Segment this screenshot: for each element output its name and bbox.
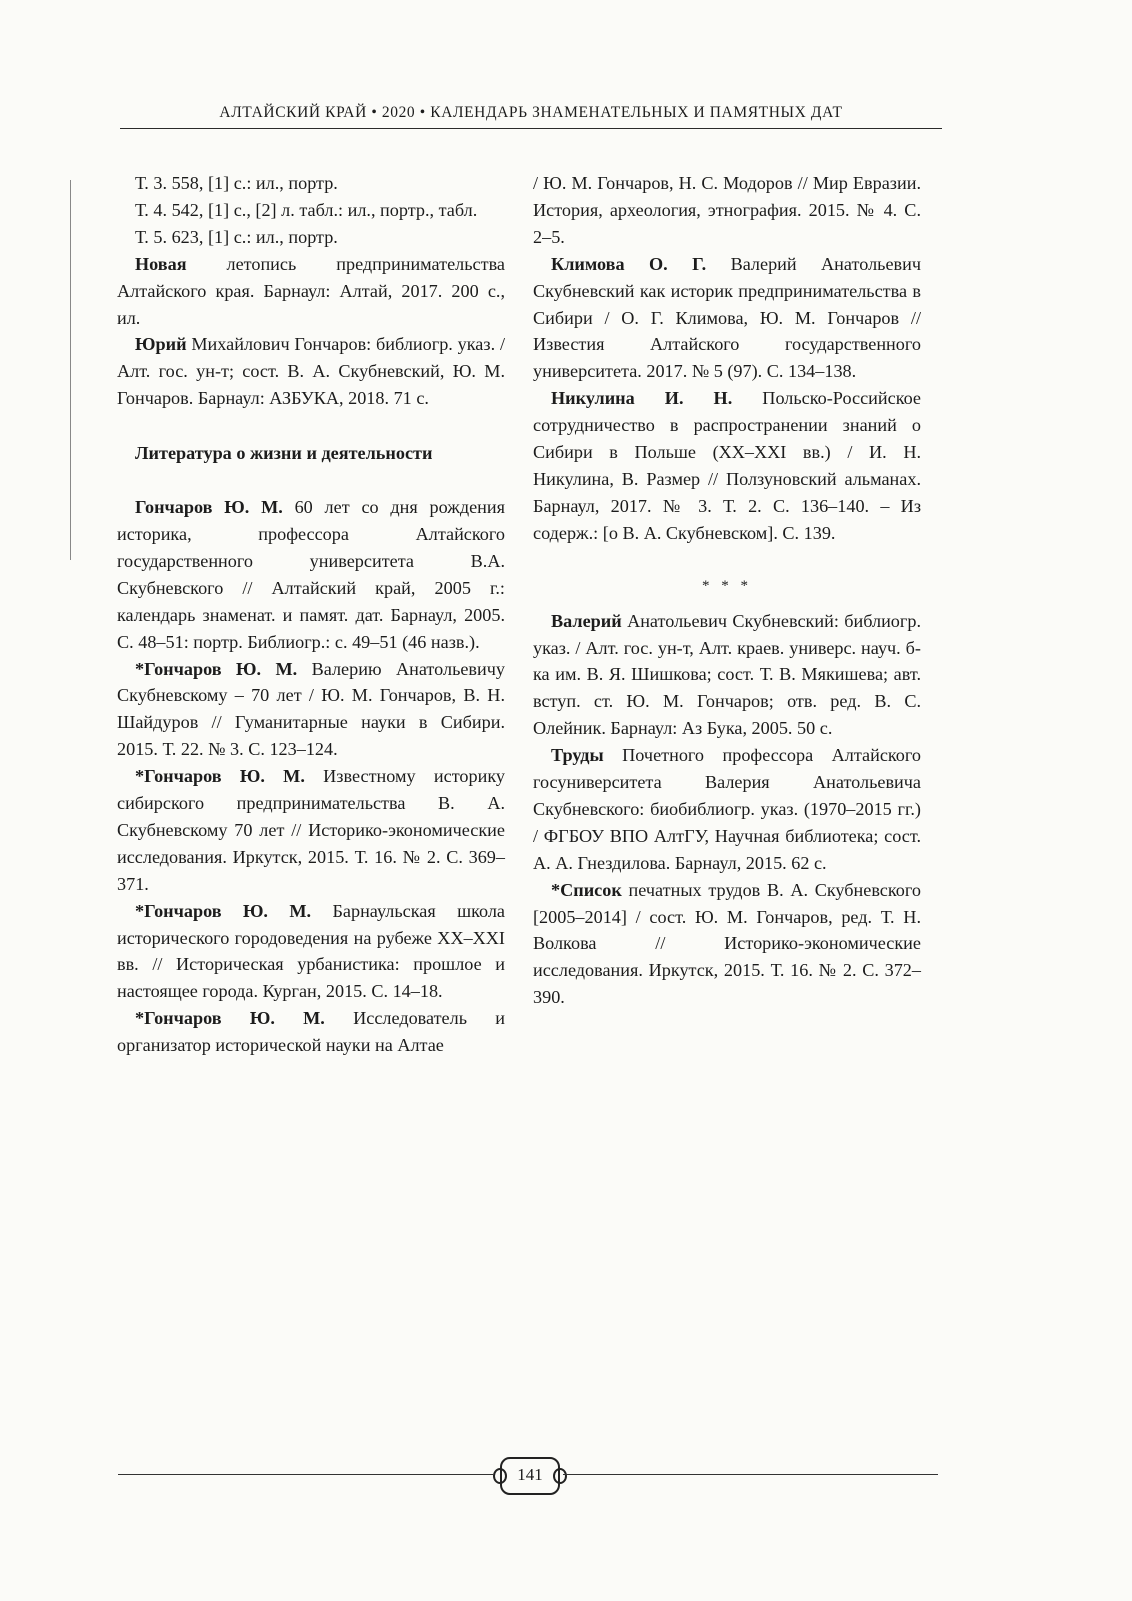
footer-rule-right [563,1474,938,1475]
entry-yuriy [117,331,505,412]
entry-lead: Юрий [135,334,187,355]
footer-rule-left [118,1474,493,1475]
entry-lead: *Гончаров Ю. М. [135,900,312,921]
entry-text: Почетного профессора Алтайского госуниверситета Валерия Анатольевича Скубневского: биобиблиогр. указ. (1970–2015 гг.) / ФГБОУ ВПО АлтГУ, Научная библиотека; сост. А. А. Гнездилова. Барнаул, 2015. 62 с. [533,745,921,873]
section-heading: Литература о жизни и деятельности [135,443,433,464]
entry-goncharov-2 [117,656,505,764]
entry-novaya-letopis [117,251,505,332]
entry-lead: *Гончаров Ю. М. [135,1008,325,1029]
page-number: 141 [500,1457,560,1495]
entry-lead: Валерий [551,610,622,631]
entry-text: Анатольевич Скубневский: библиогр. указ. / Алт. гос. ун-т, Алт. краев. универс. науч. б-ка им. В. Я. Шишкова; сост. Т. В. Мякишева; авт. вступ. ст. Ю. М. Гончаров; отв. ред. В. С. Олейник. Барнаул: Аз Бука, 2005. 50 с. [533,610,921,739]
page-footer [118,1455,938,1495]
entry-text: Михайлович Гончаров: библиогр. указ. / Алт. гос. ун-т; сост. В. А. Скубневский, Ю. М. Гончаров. Барнаул: АЗБУКА, 2018. 71 с. [117,334,505,409]
entry-lead: *Гончаров Ю. М. [135,658,298,679]
entry-klimova [533,251,921,386]
entry-nikulina [533,385,921,546]
entry-lead: Новая [135,253,187,274]
entry-text: Исследователь и организатор исторической науки на Алтае [117,1008,506,1056]
entry-text: 60 лет со дня рождения историка, профессора Алтайского государственного университета В.А. Скубневского // Алтайский край, 2005 г.: календарь знаменат. и памят. дат. Барнаул, 2005. С. 48–51: портр. Библиогр.: с. 49–51 (46 назв.). [117,497,505,652]
entry-lead: *Список [551,879,622,900]
left-column [117,170,505,1059]
entry-goncharov-5 [117,1005,505,1059]
entry-vol4: Т. 4. 542, [1] с., [2] л. табл.: ил., портр., табл. [135,199,478,220]
entry-vol5: Т. 5. 623, [1] с.: ил., портр. [135,226,338,247]
entry-lead: *Гончаров Ю. М. [135,766,305,787]
entry-spisok [533,877,921,1012]
section-separator: * * * [702,577,752,594]
entry-lead: Гончаров Ю. М. [135,497,283,518]
entry-lead: Никулина И. Н. [551,388,733,409]
entry-lead: Климова О. Г. [551,253,707,274]
entry-text: печатных трудов В. А. Скубневского [2005–2014] / сост. Ю. М. Гончаров, ред. Т. Н. Волкова // Историко-экономические исследования. Иркутск, 2015. Т. 16. № 2. С. 372–390. [533,879,921,1008]
entry-text: Валерий Анатольевич Скубневский как историк предпринимательства в Сибири / О. Г. Климова, Ю. М. Гончаров // Известия Алтайского государственного университета. 2017. № 5 (97). С. 134–138. [533,253,921,382]
entry-text: Известному историку сибирского предпринимательства В. А. Скубневскому 70 лет // Историко-экономические исследования. Иркутск, 2015. Т. 16. № 2. С. 369–371. [117,766,505,894]
right-column [533,170,921,1011]
entry-text: летопись предпринимательства Алтайского края. Барнаул: Алтай, 2017. 200 с., ил. [117,253,505,328]
entry-trudy [533,742,921,877]
running-header: АЛТАЙСКИЙ КРАЙ • 2020 • КАЛЕНДАРЬ ЗНАМЕНАТЕЛЬНЫХ И ПАМЯТНЫХ ДАТ [120,104,942,129]
entry-valeriy [533,608,921,743]
entry-goncharov-1 [117,494,505,655]
entry-goncharov-4 [117,898,505,1006]
entry-text: Валерию Анатольевичу Скубневскому – 70 лет / Ю. М. Гончаров, В. Н. Шайдуров // Гуманитарные науки в Сибири. 2015. Т. 22. № 3. С. 123–124. [117,658,505,760]
scan-margin-mark [70,180,71,560]
entry-continuation: / Ю. М. Гончаров, Н. С. Модоров // Мир Евразии. История, археология, этнография. 2015. № 4. С. 2–5. [533,173,921,247]
entry-text: Барнаульская школа исторического городоведения на рубеже XX–XXI вв. // Историческая урбанистика: прошлое и настоящее города. Курган, 2015. С. 14–18. [117,900,505,1002]
entry-vol3: Т. 3. 558, [1] с.: ил., портр. [135,173,338,193]
entry-goncharov-3 [117,763,505,898]
entry-text: Польско-Российское сотрудничество в распространении знаний о Сибири в Польше (XX–XXI вв.) / И. Н. Никулина, В. Размер // Ползуновский альманах. Барнаул, 2017. № 3. Т. 2. С. 136–140. – Из содерж.: [о В. А. Скубневском]. С. 139. [533,388,921,543]
entry-lead: Труды [551,745,604,766]
